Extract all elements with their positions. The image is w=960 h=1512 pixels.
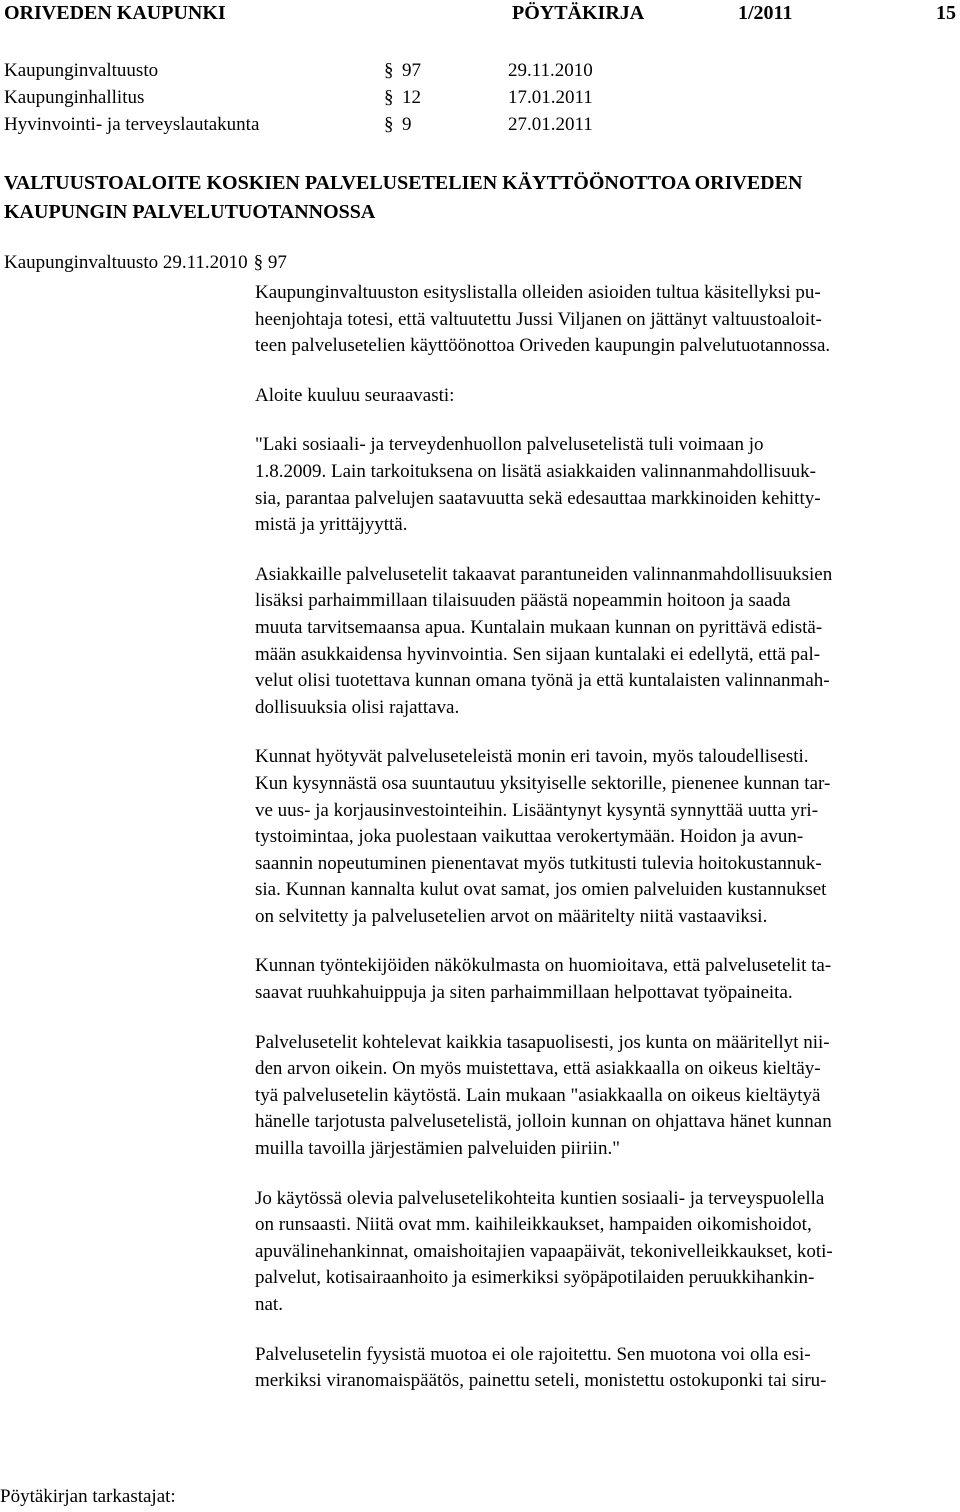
text-line: Kunnat hyötyvät palveluseteleistä monin eri tavoin, myös taloudellisesti.: [255, 746, 809, 768]
text-line: Asiakkaille palvelusetelit takaavat parantuneiden valinnanmahdollisuuksien: [255, 563, 833, 585]
reference-date: 29.11.2010: [508, 60, 593, 81]
text-line: mään asukkaidensa hyvinvointia. Sen sijaan kuntalaki ei edellytä, että pal-: [255, 643, 821, 665]
title-line: VALTUUSTOALOITE KOSKIEN PALVELUSETELIEN KÄYTTÖÖNOTTOA ORIVEDEN: [4, 172, 803, 194]
text-line: mistä ja yrittäjyyttä.: [255, 514, 408, 536]
document-number: 1/2011: [738, 2, 793, 24]
document-title: [4, 169, 954, 227]
reference-list: [4, 57, 704, 138]
reference-row: [4, 84, 704, 111]
text-line: Kun kysynnästä osa suuntautuu yksityiselle sektorille, pienenee kunnan tar-: [255, 772, 831, 794]
text-line: dollisuuksia olisi rajattava.: [255, 696, 460, 718]
paragraph: [255, 562, 955, 722]
section-number: 97: [402, 60, 421, 81]
text-line: ve uus- ja korjausinvestointeihin. Lisääntynyt kysyntä synnyttää uutta yri-: [255, 799, 819, 821]
text-line: "Laki sosiaali- ja terveydenhuollon palvelusetelistä tuli voimaan jo: [255, 434, 764, 456]
text-line: Palvelusetelit kohtelevat kaikkia tasapuolisesti, jos kunta on määritellyt nii-: [255, 1031, 830, 1053]
section-sign: §: [253, 252, 264, 273]
text-line: sia, parantaa palvelujen saatavuutta sekä edesauttaa markkinoiden kehitty-: [255, 487, 821, 509]
text-line: velut olisi tuotettava kunnan omana työnä ja että kuntalaisten valinnanmah-: [255, 670, 830, 692]
paragraph: [255, 280, 955, 360]
text-line: muilla tavoilla järjestämien palveluiden piiriin.": [255, 1138, 620, 1160]
reference-date: 17.01.2011: [508, 87, 593, 108]
meeting-label: Kaupunginvaltuusto 29.11.2010: [4, 252, 248, 273]
reference-row: [4, 57, 704, 84]
text-line: Aloite kuuluu seuraavasti:: [255, 384, 455, 406]
reference-row: [4, 111, 704, 138]
text-line: Palvelusetelin fyysistä muotoa ei ole rajoitettu. Sen muotona voi olla esi-: [255, 1343, 811, 1365]
page-header: [4, 2, 956, 30]
text-line: apuvälinehankinnat, omaishoitajien vapaapäivät, tekonivelleikkaukset, koti-: [255, 1240, 833, 1262]
text-line: heenjohtaja totesi, että valtuutettu Jussi Viljanen on jättänyt valtuustoaloit-: [255, 308, 822, 330]
reference-body: Hyvinvointi- ja terveyslautakunta: [4, 114, 260, 135]
text-line: saavat ruuhkahuippuja ja siten parhaimmillaan helpottavat työpaineita.: [255, 982, 793, 1004]
section-number: 12: [402, 87, 421, 108]
section-sign: §: [384, 60, 394, 81]
paragraph: [255, 953, 955, 1006]
section-number: 9: [402, 114, 412, 135]
text-line: merkiksi viranomaispäätös, painettu seteli, monistettu ostokuponki tai siru-: [255, 1370, 827, 1392]
paragraph: [255, 1186, 955, 1319]
footer-label: Pöytäkirjan tarkastajat:: [0, 1486, 176, 1507]
title-line: KAUPUNGIN PALVELUTUOTANNOSSA: [4, 201, 376, 223]
text-line: sia. Kunnan kannalta kulut ovat samat, jos omien palveluiden kustannukset: [255, 879, 827, 901]
text-line: teen palvelusetelien käyttöönottoa Oriveden kaupungin palvelutuotannossa.: [255, 335, 831, 357]
text-line: muuta tarvitsemaansa apua. Kuntalain mukaan kunnan on pyrittävä edistä-: [255, 616, 823, 638]
page-number: 15: [936, 2, 956, 24]
paragraph: [255, 744, 955, 930]
paragraph: [255, 383, 955, 410]
text-line: hänelle tarjotusta palvelusetelistä, jolloin kunnan on ohjattava hänet kunnan: [255, 1111, 832, 1133]
reference-date: 27.01.2011: [508, 114, 593, 135]
text-line: tystoimintaa, joka puolestaan vaikuttaa verokertymään. Hoidon ja avun-: [255, 826, 804, 848]
text-line: Kunnan työntekijöiden näkökulmasta on huomioitava, että palvelusetelit ta-: [255, 955, 832, 977]
text-line: 1.8.2009. Lain tarkoituksena on lisätä asiakkaiden valinnanmahdollisuuk-: [255, 460, 816, 482]
text-line: on selvitetty ja palvelusetelien arvot on määritelty niitä vastaaviksi.: [255, 905, 768, 927]
paragraph: [255, 432, 955, 538]
reference-body: Kaupunginhallitus: [4, 87, 145, 108]
section-sign: §: [384, 114, 394, 135]
paragraph: [255, 1030, 955, 1163]
text-line: lisäksi parhaimmillaan tilaisuuden päästä nopeammin hoitoon ja saada: [255, 590, 791, 612]
text-line: Kaupunginvaltuuston esityslistalla olleiden asioiden tultua käsitellyksi pu-: [255, 282, 821, 303]
text-line: on runsaasti. Niitä ovat mm. kaihileikkaukset, hampaiden oikomishoidot,: [255, 1214, 812, 1236]
reference-body: Kaupunginvaltuusto: [4, 60, 159, 81]
section-number: 97: [267, 252, 287, 273]
text-line: tyä palvelusetelin käytöstä. Lain mukaan "asiakkaalla on oikeus kieltäytyä: [255, 1084, 821, 1106]
text-line: nat.: [255, 1294, 283, 1315]
text-line: Jo käytössä olevia palvelusetelikohteita kuntien sosiaali- ja terveyspuolella: [255, 1187, 825, 1209]
section-sign: §: [384, 87, 394, 108]
document-type: PÖYTÄKIRJA: [512, 2, 645, 24]
text-line: den arvon oikein. On myös muistettava, että asiakkaalla on oikeus kieltäy-: [255, 1058, 821, 1080]
organization-name: ORIVEDEN KAUPUNKI: [4, 2, 226, 24]
text-line: palvelut, kotisairaanhoito ja esimerkiksi syöpäpotilaiden peruukkihankin-: [255, 1267, 815, 1289]
text-line: saannin nopeutuminen pienentavat myös tutkitusti tulevia hoitokustannuk-: [255, 852, 822, 874]
body-text: [255, 280, 955, 1418]
paragraph: [255, 1342, 955, 1395]
meeting-heading: [4, 249, 287, 277]
